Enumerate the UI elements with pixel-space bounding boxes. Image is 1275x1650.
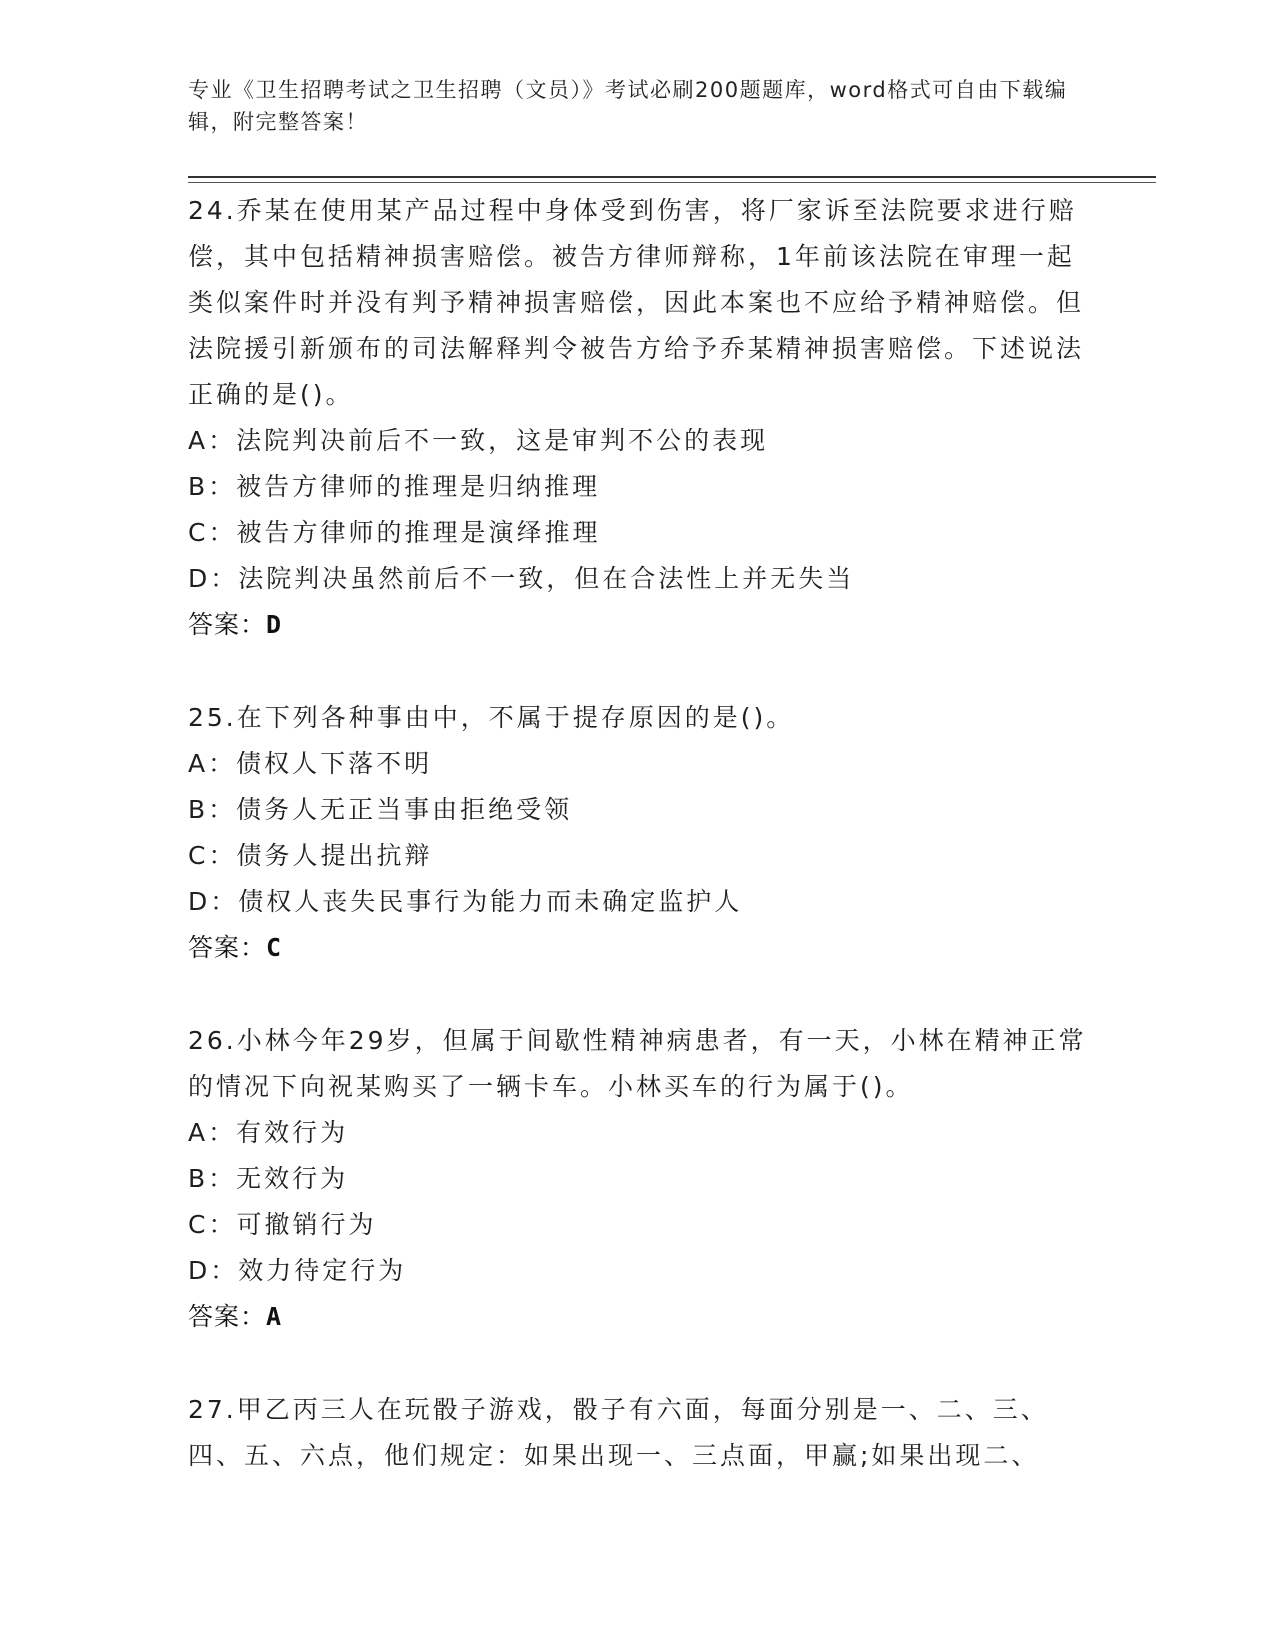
answer-line xyxy=(188,1294,1088,1340)
option-d: D：法院判决虽然前后不一致，但在合法性上并无失当 xyxy=(188,564,855,593)
question-25 xyxy=(188,695,1088,971)
option-a: A：有效行为 xyxy=(188,1118,349,1147)
question-stem: 24.乔某在使用某产品过程中身体受到伤害，将厂家诉至法院要求进行赔偿，其中包括精神损害赔偿。被告方律师辩称，1年前该法院在审理一起类似案件时并没有判予精神损害赔偿，因此本案也不应给予精神赔偿。但法院援引新颁布的司法解释判令被告方给予乔某精神损害赔偿。下述说法正确的是()。 xyxy=(188,196,1085,409)
option-d: D：效力待定行为 xyxy=(188,1256,407,1285)
answer-value: D xyxy=(266,610,283,639)
answer-value: C xyxy=(266,933,283,962)
answer-label: 答案： xyxy=(188,610,267,639)
answer-label: 答案： xyxy=(188,933,267,962)
option-b: B：被告方律师的推理是归纳推理 xyxy=(188,472,601,501)
option-b: B：无效行为 xyxy=(188,1164,349,1193)
question-24 xyxy=(188,188,1088,648)
answer-value: A xyxy=(266,1302,283,1331)
option-c: C：债务人提出抗辩 xyxy=(188,841,433,870)
header-divider-thick xyxy=(188,176,1156,178)
question-27 xyxy=(188,1387,1088,1479)
header-divider-thin xyxy=(188,182,1156,183)
question-stem: 26.小林今年29岁，但属于间歇性精神病患者，有一天，小林在精神正常的情况下向祝某购买了一辆卡车。小林买车的行为属于()。 xyxy=(188,1026,1087,1101)
option-c: C：被告方律师的推理是演绎推理 xyxy=(188,518,601,547)
question-stem: 25.在下列各种事由中，不属于提存原因的是()。 xyxy=(188,703,795,732)
question-26 xyxy=(188,1018,1088,1340)
option-a: A：债权人下落不明 xyxy=(188,749,433,778)
option-d: D：债权人丧失民事行为能力而未确定监护人 xyxy=(188,887,743,916)
question-list xyxy=(188,188,1088,1526)
option-c: C：可撤销行为 xyxy=(188,1210,377,1239)
question-stem: 27.甲乙丙三人在玩骰子游戏，骰子有六面，每面分别是一、二、三、四、五、六点，他们规定：如果出现一、三点面，甲赢;如果出现二、 xyxy=(188,1395,1049,1470)
answer-line xyxy=(188,925,1088,971)
document-header: 专业《卫生招聘考试之卫生招聘（文员）》考试必刷200题题库，word格式可自由下载编辑，附完整答案！ xyxy=(188,78,1068,134)
answer-line xyxy=(188,602,1088,648)
answer-label: 答案： xyxy=(188,1302,267,1331)
option-a: A：法院判决前后不一致，这是审判不公的表现 xyxy=(188,426,769,455)
option-b: B：债务人无正当事由拒绝受领 xyxy=(188,795,573,824)
